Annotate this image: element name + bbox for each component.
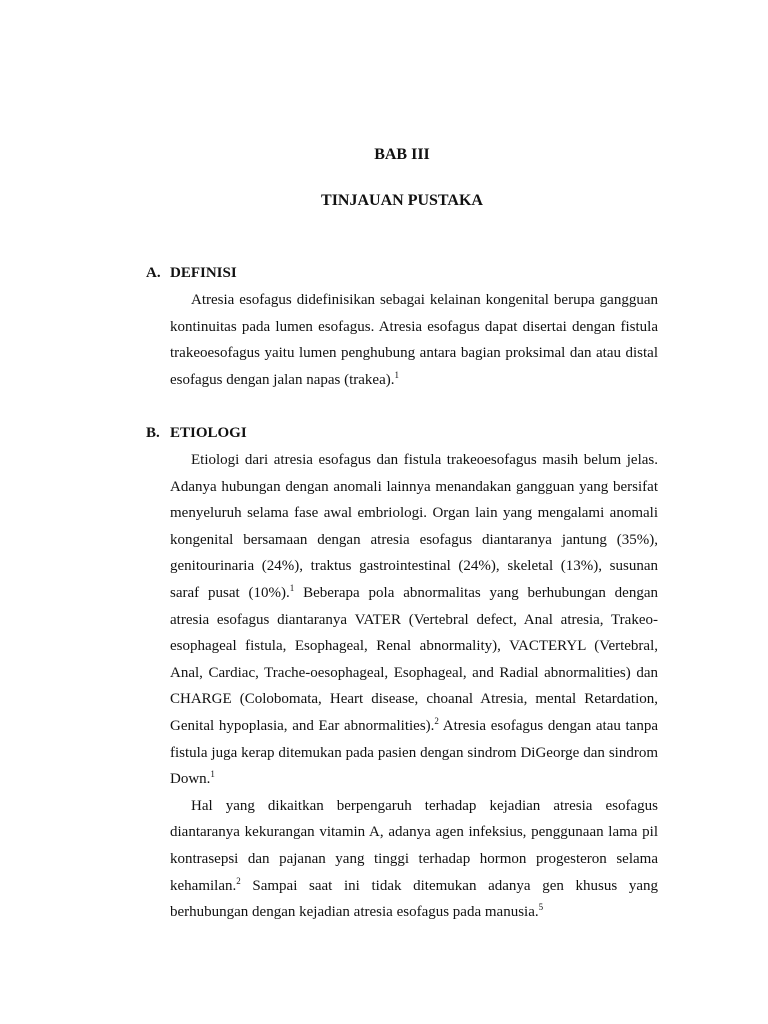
paragraph-text: Beberapa pola abnormalitas yang berhubungan dengan atresia esofagus diantaranya VATER (Vertebral defect, Anal atresia, Trakeo-esophageal fistula, Esophageal, Renal abnormality), VACTERYL (Vertebral, Anal, Cardiac, Trache-oesophageal, Esophageal, and Radial abnormalities) dan CHARGE (Colobomata, Heart disease, choanal Atresia, mental Retardation, Genital hypoplasia, and Ear abnormalities). (170, 584, 659, 734)
citation-ref: 2 (434, 715, 439, 726)
chapter-number: BAB III (374, 146, 430, 163)
paragraph (170, 287, 658, 393)
citation-ref: 1 (210, 769, 215, 780)
paragraph-text: Hal yang dikaitkan berpengaruh terhadap kejadian atresia esofagus diantaranya kekurangan vitamin A, adanya agen infeksius, penggunaan lama pil kontrasepsi dan pajanan yang tinggi terhadap hormon progesteron selama kehamilan. (170, 797, 658, 894)
section-body-etiologi (170, 447, 658, 926)
paragraph-text: Etiologi dari atresia esofagus dan fistula trakeoesofagus masih belum jelas. Adanya hubungan dengan anomali lainnya menandakan gangguan yang bersifat menyeluruh selama fase awal embriologi. Organ lain yang mengalami anomali kongenital bersamaan dengan atresia esofagus diantaranya jantung (35%), genitourinaria (24%), traktus gastrointestinal (24%), skeletal (13%), susunan saraf pusat (10%). (170, 452, 658, 601)
citation-ref: 2 (236, 875, 241, 886)
section-heading-definisi (146, 265, 237, 282)
paragraph (170, 447, 658, 793)
citation-ref: 5 (538, 902, 544, 913)
section-letter: B. (146, 425, 160, 441)
citation-ref: 1 (394, 369, 399, 380)
paragraph-text: Sampai saat ini tidak ditemukan adanya gen khusus yang berhubungan dengan kejadian atresia esofagus pada manusia. (170, 877, 658, 921)
section-title: ETIOLOGI (170, 425, 247, 441)
section-letter: A. (146, 265, 161, 281)
chapter-title: TINJAUAN PUSTAKA (321, 192, 483, 209)
section-body-definisi (170, 287, 658, 393)
paragraph (170, 793, 658, 926)
citation-ref: 1 (289, 582, 295, 593)
paragraph-text: Atresia esofagus dengan atau tanpa fistula juga kerap ditemukan pada pasien dengan sindrom DiGeorge dan sindrom Down. (170, 717, 659, 788)
section-title: DEFINISI (170, 265, 237, 281)
paragraph-text: Atresia esofagus didefinisikan sebagai kelainan kongenital berupa gangguan kontinuitas pada lumen esofagus. Atresia esofagus dapat disertai dengan fistula trakeoesofagus yaitu lumen penghubung antara bagian proksimal dan atau distal esofagus dengan jalan napas (trakea). (170, 292, 658, 388)
section-heading-etiologi (146, 425, 247, 442)
